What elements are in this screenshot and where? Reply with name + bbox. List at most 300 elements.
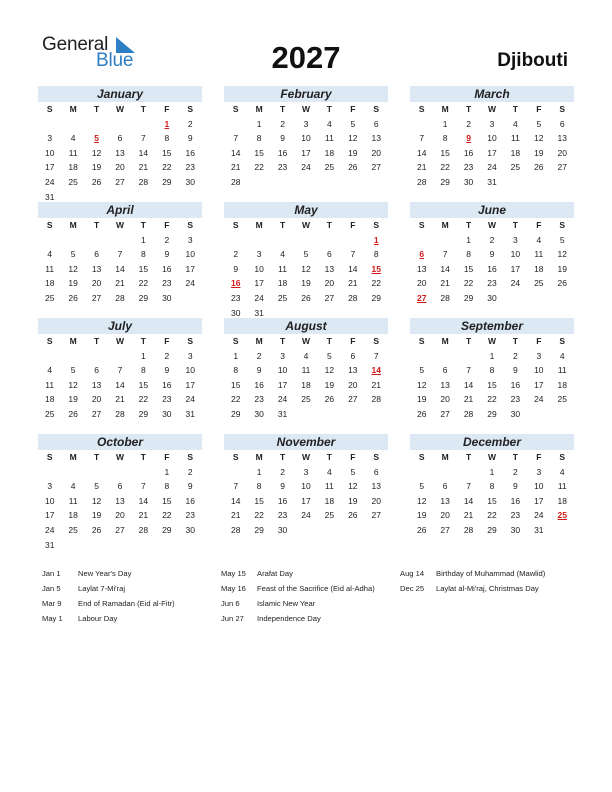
day-cell: 8 <box>466 249 471 260</box>
day-cell: 24 <box>185 278 195 289</box>
empty-day-cell <box>341 233 364 248</box>
day-cell: 4 <box>70 133 76 144</box>
day-cell: 1 <box>164 466 170 477</box>
day-cell: 27 <box>440 524 450 535</box>
day-cell: 3 <box>303 118 309 129</box>
day-cell: 22 <box>371 278 381 289</box>
day-cell: 7 <box>117 365 123 376</box>
day-cell: 22 <box>162 510 172 521</box>
empty-day-cell <box>433 465 456 480</box>
month-september <box>410 318 574 422</box>
day-cell: 17 <box>534 495 544 506</box>
month-title: November <box>224 434 388 450</box>
holiday-name: Birthday of Muhammad (Mawlid) <box>436 569 546 578</box>
day-cell: 24 <box>254 292 264 303</box>
week-row <box>410 175 574 190</box>
day-cell: 7 <box>419 133 425 144</box>
weekday-label: S <box>46 220 53 230</box>
day-cell: 20 <box>440 394 450 405</box>
day-cell: 21 <box>463 510 474 521</box>
day-cell: 25 <box>301 394 311 405</box>
empty-day-cell <box>365 523 388 538</box>
day-cell: 22 <box>254 162 264 173</box>
day-cell: 5 <box>350 466 356 477</box>
weekday-label: M <box>441 336 449 346</box>
day-cell: 12 <box>416 495 427 506</box>
day-cell: 15 <box>463 263 474 274</box>
week-row <box>38 131 202 146</box>
day-cell: 19 <box>348 147 358 158</box>
day-cell: 24 <box>301 162 311 173</box>
holiday-day-cell: 27 <box>416 292 427 303</box>
day-cell: 4 <box>327 118 332 129</box>
day-cell: 19 <box>68 394 78 405</box>
day-cell: 11 <box>301 365 311 376</box>
day-cell: 7 <box>233 133 239 144</box>
day-cell: 1 <box>466 234 471 245</box>
week-row <box>224 262 388 277</box>
day-cell: 17 <box>487 147 497 158</box>
brand-name-blue: Blue <box>96 50 134 71</box>
brand-name-general: General <box>42 34 109 55</box>
day-cell: 19 <box>68 278 78 289</box>
day-cell: 21 <box>463 394 474 405</box>
day-cell: 20 <box>371 495 381 506</box>
day-cell: 13 <box>91 263 102 274</box>
day-cell: 18 <box>68 510 78 521</box>
day-cell: 28 <box>138 524 149 535</box>
empty-day-cell <box>410 465 433 480</box>
weekday-label: S <box>232 336 239 346</box>
week-row <box>224 117 388 132</box>
week-row <box>38 407 202 422</box>
day-cell: 7 <box>233 481 239 492</box>
day-cell: 9 <box>256 365 262 376</box>
weekday-label: T <box>465 452 472 462</box>
empty-day-cell <box>85 465 108 480</box>
empty-day-cell <box>527 407 550 422</box>
day-cell: 11 <box>45 379 55 390</box>
empty-day-cell <box>551 175 574 190</box>
weekday-label: T <box>512 336 518 346</box>
day-cell: 26 <box>324 394 335 405</box>
week-row <box>224 407 388 422</box>
holiday-day-cell: 16 <box>230 278 241 289</box>
empty-day-cell <box>294 233 317 248</box>
empty-day-cell <box>341 407 364 422</box>
day-cell: 5 <box>70 249 76 260</box>
day-cell: 23 <box>185 162 195 173</box>
day-cell: 24 <box>44 524 55 535</box>
day-cell: 10 <box>254 263 264 274</box>
day-cell: 12 <box>348 481 358 492</box>
week-row <box>38 175 202 190</box>
day-cell: 11 <box>324 481 334 492</box>
week-row <box>38 538 202 553</box>
day-cell: 9 <box>280 133 285 144</box>
day-cell: 9 <box>164 249 170 260</box>
day-cell: 8 <box>256 133 262 144</box>
day-cell: 19 <box>416 394 427 405</box>
empty-day-cell <box>61 538 84 553</box>
day-cell: 13 <box>371 481 381 492</box>
weekday-label: S <box>232 452 239 462</box>
day-cell: 3 <box>536 466 542 477</box>
day-cell: 20 <box>371 147 381 158</box>
day-cell: 27 <box>91 292 102 303</box>
empty-day-cell <box>271 233 294 248</box>
day-cell: 25 <box>324 162 335 173</box>
weekday-label: T <box>512 104 518 114</box>
empty-day-cell <box>38 465 61 480</box>
day-cell: 26 <box>348 510 358 521</box>
day-cell: 29 <box>162 176 172 187</box>
day-cell: 6 <box>94 365 99 376</box>
week-row <box>38 508 202 523</box>
week-row <box>410 262 574 277</box>
day-cell: 29 <box>440 176 450 187</box>
day-cell: 13 <box>557 133 567 144</box>
day-cell: 13 <box>416 263 427 274</box>
month-title: January <box>38 86 202 102</box>
weekday-label: T <box>326 452 332 462</box>
holiday-item <box>42 581 222 596</box>
day-cell: 6 <box>442 481 448 492</box>
day-cell: 2 <box>513 350 518 361</box>
day-cell: 31 <box>44 191 55 202</box>
holiday-day-cell: 15 <box>371 263 381 274</box>
weekday-header-row <box>410 218 574 233</box>
day-cell: 2 <box>164 234 170 245</box>
weekday-label: T <box>93 452 100 462</box>
day-cell: 6 <box>442 365 448 376</box>
day-cell: 11 <box>534 249 544 260</box>
day-cell: 20 <box>440 510 450 521</box>
weekday-label: W <box>487 220 496 230</box>
weekday-label: T <box>93 220 100 230</box>
day-cell: 5 <box>419 365 425 376</box>
week-row <box>38 479 202 494</box>
day-cell: 27 <box>91 408 102 419</box>
day-cell: 5 <box>419 481 425 492</box>
week-row <box>224 247 388 262</box>
day-cell: 26 <box>68 408 78 419</box>
day-cell: 21 <box>440 278 450 289</box>
day-cell: 5 <box>536 118 542 129</box>
week-row <box>410 523 574 538</box>
day-cell: 29 <box>138 408 149 419</box>
day-cell: 27 <box>371 510 381 521</box>
day-cell: 10 <box>301 481 311 492</box>
day-cell: 7 <box>442 249 448 260</box>
day-cell: 12 <box>68 379 78 390</box>
empty-day-cell <box>179 291 202 306</box>
day-cell: 6 <box>327 249 332 260</box>
day-cell: 23 <box>510 394 521 405</box>
day-cell: 27 <box>348 394 358 405</box>
day-cell: 1 <box>141 234 146 245</box>
day-cell: 25 <box>510 162 521 173</box>
empty-day-cell <box>551 523 574 538</box>
weekday-label: W <box>487 336 496 346</box>
weekday-header-row <box>224 334 388 349</box>
weekday-header-row <box>224 102 388 117</box>
empty-day-cell <box>410 233 433 248</box>
week-row <box>38 276 202 291</box>
day-cell: 22 <box>254 510 264 521</box>
holiday-day-cell: 14 <box>371 365 381 376</box>
day-cell: 18 <box>557 495 567 506</box>
day-cell: 4 <box>559 350 565 361</box>
week-row <box>410 392 574 407</box>
day-cell: 15 <box>162 495 172 506</box>
empty-day-cell <box>108 465 131 480</box>
empty-day-cell <box>85 349 108 364</box>
day-cell: 17 <box>185 379 195 390</box>
weekday-label: M <box>69 104 77 114</box>
month-july <box>38 318 202 422</box>
weekday-label: S <box>46 336 53 346</box>
weekday-label: T <box>140 220 146 230</box>
day-cell: 12 <box>348 133 358 144</box>
week-row <box>38 262 202 277</box>
day-cell: 25 <box>277 292 288 303</box>
day-cell: 15 <box>254 495 264 506</box>
day-cell: 3 <box>47 133 53 144</box>
day-cell: 1 <box>256 466 262 477</box>
day-cell: 23 <box>510 510 521 521</box>
day-cell: 21 <box>138 162 149 173</box>
day-cell: 14 <box>348 263 358 274</box>
day-cell: 27 <box>371 162 381 173</box>
weekday-label: S <box>418 452 425 462</box>
day-cell: 11 <box>278 263 287 274</box>
page-year-title: 2027 <box>271 40 341 75</box>
empty-day-cell <box>527 175 550 190</box>
empty-day-cell <box>551 407 574 422</box>
day-cell: 9 <box>513 481 518 492</box>
day-cell: 26 <box>416 524 427 535</box>
day-cell: 8 <box>164 133 170 144</box>
weekday-label: M <box>69 336 77 346</box>
day-cell: 23 <box>230 292 241 303</box>
day-cell: 3 <box>303 466 309 477</box>
weekday-label: M <box>69 220 77 230</box>
day-cell: 26 <box>557 278 567 289</box>
day-cell: 22 <box>463 278 474 289</box>
day-cell: 7 <box>373 350 379 361</box>
day-cell: 28 <box>115 408 125 419</box>
empty-day-cell <box>224 117 247 132</box>
empty-day-cell <box>132 465 155 480</box>
day-cell: 6 <box>94 249 99 260</box>
empty-day-cell <box>504 175 527 190</box>
empty-day-cell <box>247 233 270 248</box>
week-row <box>410 117 574 132</box>
day-cell: 29 <box>230 408 241 419</box>
week-row <box>410 276 574 291</box>
day-cell: 18 <box>44 278 55 289</box>
day-cell: 8 <box>489 365 495 376</box>
month-december <box>410 434 574 538</box>
holiday-date: Mar 9 <box>42 599 62 608</box>
weekday-label: F <box>164 336 170 346</box>
empty-day-cell <box>410 349 433 364</box>
day-cell: 30 <box>463 176 474 187</box>
empty-day-cell <box>341 175 364 190</box>
day-cell: 17 <box>277 379 288 390</box>
empty-day-cell <box>294 523 317 538</box>
day-cell: 16 <box>277 495 288 506</box>
day-cell: 25 <box>44 292 55 303</box>
week-row <box>410 160 574 175</box>
weekday-label: S <box>559 220 566 230</box>
day-cell: 6 <box>117 481 123 492</box>
holiday-day-cell: 6 <box>419 249 425 260</box>
week-row <box>410 131 574 146</box>
weekday-label: W <box>115 104 124 114</box>
day-cell: 15 <box>162 147 172 158</box>
weekday-label: T <box>140 336 146 346</box>
day-cell: 11 <box>557 481 567 492</box>
holiday-name: Labour Day <box>78 614 118 623</box>
weekday-label: M <box>69 452 77 462</box>
weekday-label: W <box>487 104 496 114</box>
day-cell: 11 <box>68 147 78 158</box>
day-cell: 22 <box>487 510 497 521</box>
day-cell: 23 <box>277 162 288 173</box>
day-cell: 2 <box>187 466 193 477</box>
weekday-label: S <box>418 220 425 230</box>
holiday-day-cell: 25 <box>557 510 567 521</box>
empty-day-cell <box>132 117 155 132</box>
day-cell: 7 <box>350 249 356 260</box>
day-cell: 3 <box>187 350 193 361</box>
day-cell: 24 <box>487 162 497 173</box>
day-cell: 29 <box>371 292 381 303</box>
day-cell: 15 <box>138 379 149 390</box>
empty-day-cell <box>38 349 61 364</box>
week-row <box>38 233 202 248</box>
weekday-label: W <box>301 336 310 346</box>
weekday-label: T <box>326 220 332 230</box>
day-cell: 14 <box>138 495 149 506</box>
weekday-label: W <box>115 452 124 462</box>
day-cell: 16 <box>510 495 521 506</box>
day-cell: 17 <box>301 147 311 158</box>
day-cell: 30 <box>162 408 172 419</box>
day-cell: 1 <box>233 350 239 361</box>
day-cell: 2 <box>466 118 471 129</box>
day-cell: 8 <box>489 481 495 492</box>
day-cell: 17 <box>44 162 55 173</box>
day-cell: 20 <box>115 510 125 521</box>
day-cell: 4 <box>47 365 53 376</box>
day-cell: 15 <box>254 147 264 158</box>
day-cell: 4 <box>559 466 565 477</box>
month-august <box>224 318 388 422</box>
day-cell: 25 <box>68 524 78 535</box>
day-cell: 8 <box>373 249 379 260</box>
holiday-name: Arafat Day <box>257 569 293 578</box>
month-title: March <box>410 86 574 102</box>
weekday-label: S <box>373 104 380 114</box>
weekday-label: S <box>418 104 425 114</box>
day-cell: 22 <box>230 394 241 405</box>
empty-day-cell <box>410 117 433 132</box>
empty-day-cell <box>271 175 294 190</box>
day-cell: 15 <box>440 147 450 158</box>
day-cell: 5 <box>303 249 309 260</box>
week-row <box>410 291 574 306</box>
day-cell: 11 <box>68 495 78 506</box>
day-cell: 19 <box>324 379 335 390</box>
day-cell: 2 <box>513 466 518 477</box>
empty-day-cell <box>341 523 364 538</box>
day-cell: 15 <box>230 379 241 390</box>
day-cell: 15 <box>487 495 497 506</box>
day-cell: 18 <box>301 379 311 390</box>
empty-day-cell <box>179 538 202 553</box>
day-cell: 27 <box>324 292 335 303</box>
day-cell: 5 <box>70 365 76 376</box>
week-row <box>38 378 202 393</box>
day-cell: 11 <box>324 133 334 144</box>
holiday-item <box>221 596 401 611</box>
day-cell: 12 <box>301 263 311 274</box>
day-cell: 19 <box>91 162 102 173</box>
day-cell: 29 <box>463 292 474 303</box>
day-cell: 1 <box>489 350 495 361</box>
weekday-label: T <box>326 336 332 346</box>
month-november <box>224 434 388 538</box>
holiday-item <box>42 566 222 581</box>
month-title: May <box>224 202 388 218</box>
day-cell: 31 <box>254 307 264 318</box>
weekday-label: W <box>301 104 310 114</box>
day-cell: 16 <box>162 263 172 274</box>
month-february <box>224 86 388 190</box>
weekday-label: W <box>487 452 496 462</box>
day-cell: 3 <box>536 350 542 361</box>
day-cell: 24 <box>185 394 195 405</box>
week-row <box>224 349 388 364</box>
day-cell: 10 <box>185 365 195 376</box>
day-cell: 10 <box>301 133 311 144</box>
day-cell: 19 <box>301 278 311 289</box>
day-cell: 18 <box>44 394 55 405</box>
week-row <box>224 146 388 161</box>
day-cell: 2 <box>187 118 193 129</box>
day-cell: 14 <box>463 495 474 506</box>
weekday-header-row <box>224 450 388 465</box>
weekday-label: F <box>536 104 542 114</box>
day-cell: 18 <box>324 495 335 506</box>
weekday-label: M <box>441 220 449 230</box>
day-cell: 18 <box>324 147 335 158</box>
day-cell: 17 <box>534 379 544 390</box>
day-cell: 23 <box>254 394 264 405</box>
weekday-label: M <box>255 452 263 462</box>
weekday-label: F <box>350 336 356 346</box>
day-cell: 30 <box>487 292 497 303</box>
week-row <box>224 233 388 248</box>
day-cell: 2 <box>164 350 170 361</box>
day-cell: 3 <box>513 234 518 245</box>
holiday-name: Independence Day <box>257 614 321 623</box>
day-cell: 25 <box>44 408 55 419</box>
week-row <box>224 392 388 407</box>
